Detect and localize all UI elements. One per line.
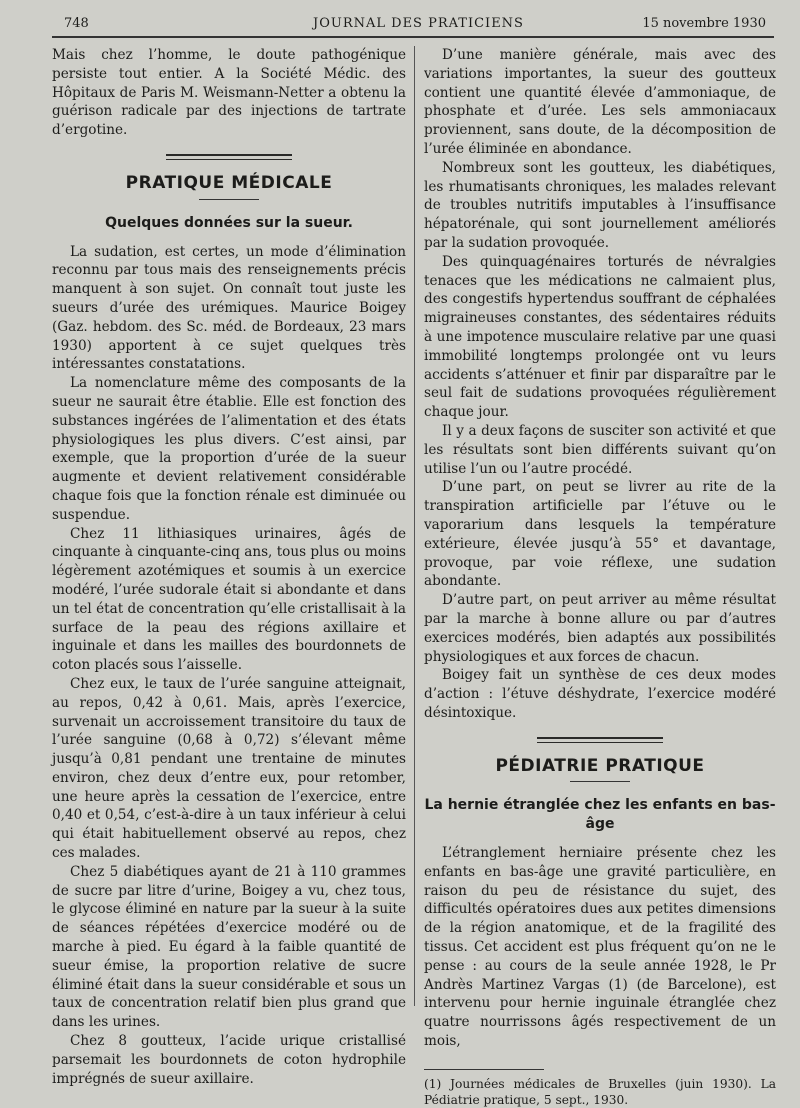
page-number: 748 — [64, 16, 89, 31]
paragraph: Il y a deux façons de susciter son activité et que les résultats sont bien différents suivant qu’on utilise l’un ou l’autre procédé. — [424, 422, 776, 477]
paragraph: D’une part, on peut se livrer au rite de la transpiration artificielle par l’étuve ou le vaporarium dans lesquels la température extérieure, élevée jusqu’à 55° et davantage, provoque, par voie réflexe, une sudation abondante. — [424, 479, 776, 590]
page-header — [48, 14, 778, 34]
title-underline — [570, 781, 630, 782]
paragraph: La sudation, est certes, un mode d’élimination reconnu par tous mais des renseignements précis manquent à son sujet. On connaît tout juste les sueurs d’urée des urémiques. Maurice Boigey (Gaz. hebdom. des Sc. méd. de Bordeaux, 23 mars 1930) apportent à ce sujet quelques très intéressantes constatations. — [52, 243, 406, 373]
footnote-rule — [424, 1069, 544, 1070]
paragraph: Chez 8 goutteux, l’acide urique cristallisé parsemait les bourdonnets de coton hydrophile imprégnés de sueur axillaire. — [52, 1033, 406, 1087]
paragraph: Boigey fait un synthèse de ces deux modes d’action : l’étuve déshydrate, l’exercice modéré désintoxique. — [424, 667, 776, 721]
issue-date: 15 novembre 1930 — [642, 16, 766, 31]
paragraph: Des quinquagénaires torturés de névralgies tenaces que les médications ne calmaient plus, des congestifs hypertendus souffrant de céphalées migraineuses constantes, des sédentaires réduits à une impotence musculaire relative par une quasi immobilité longtemps prolongée ont vu leurs accidents s’atténuer et finir par disparaître par le seul fait de sudations provoquées régulièrement chaque jour. — [424, 253, 776, 421]
paragraph: Chez 5 diabétiques ayant de 21 à 110 grammes de sucre par litre d’urine, Boigey a vu, chez tous, le glycose éliminé en nature par la sueur à la suite de séances répétées d’exercice modéré ou de marche à pied. Eu égard à la faible quantité de sueur émise, la proportion relative de sucre éliminé était dans la sueur considérable et sous un taux de concentration relatif bien plus grand que dans les urines. — [52, 863, 406, 1031]
paragraph: L’étranglement herniaire présente chez les enfants en bas-âge une gravité particulière, en raison du peu de résistance du sujet, des difficultés opératoires dues aux petites dimensions de la région anatomique, et de la fragilité des tissus. Cet accident est plus fréquent qu’on ne le pense : au cours de la seule année 1928, le Pr Andrès Martinez Vargas (1) (de Barcelone), est intervenu pour hernie inguinale étranglée chez quatre nourrissons âgés respectivement de un mois, — [424, 845, 776, 1050]
paragraph: D’une manière générale, mais avec des variations importantes, la sueur des goutteux contient une quantité élevée d’ammoniaque, de phosphate et d’urée. Les sels ammoniacaux proviennent, sans doute, de la décomposition de l’urée éliminée en abondance. — [424, 47, 776, 157]
paragraph: Chez 11 lithiasiques urinaires, âgés de cinquante à cinquante-cinq ans, tous plus ou moins légèrement azotémiques et soumis à un exercice modéré, l’urée sudorale était si abondante et dans un tel état de concentration qu’elle cristallisait à la surface de la peau des régions axillaire et inguinale et dans les mailles des bourdonnets de coton placés sous l’aisselle. — [52, 525, 406, 674]
left-column — [52, 46, 406, 1088]
paragraph: Chez eux, le taux de l’urée sanguine atteignait, au repos, 0,42 à 0,61. Mais, après l’exercice, survenait un accroissement transitoire du taux de l’urée sanguine (0,68 à 0,72) s’élevant même jusqu’à 0,81 pendant une trentaine de minutes environ, chez deux d’entre eux, pour retomber, une heure après la cessation de l’exercice, entre 0,40 et 0,54, c’est-à-dire à un taux inférieur à celui qui était habituellement observé au repos, chez ces malades. — [52, 675, 406, 862]
right-column — [424, 46, 776, 1108]
paragraph: Nombreux sont les goutteux, les diabétiques, les rhumatisants chroniques, les malades relevant de troubles nutritifs imputables à l’insuffisance hépatorénale, qui sont journellement améliorés par la sudation provoquée. — [424, 159, 776, 251]
footnote: (1) Journées médicales de Bruxelles (juin 1930). La Pédiatrie pratique, 5 sept., 1930. — [424, 1076, 776, 1107]
paragraph: D’autre part, on peut arriver au même résultat par la marche à bonne allure ou par d’autres exercices modérés, bien adaptés aux possibilités physiologiques et aux forces de chacun. — [424, 592, 776, 665]
header-rule — [52, 36, 774, 38]
article-subtitle: Quelques données sur la sueur. — [105, 214, 353, 231]
section-title-pratique-medicale: PRATIQUE MÉDICALE — [125, 172, 333, 193]
column-divider — [414, 46, 415, 1006]
decorative-rule — [166, 154, 292, 160]
section-title-pediatrie-pratique: PÉDIATRIE PRATIQUE — [495, 755, 705, 776]
paragraph: La nomenclature même des composants de la sueur ne saurait être établie. Elle est fonction des substances ingérées de l’alimentation et des états physiologiques les plus divers. C’est ainsi, par exemple, que la proportion d’urée de la sueur augmente et devient relativement considérable chaque fois que la fonction rénale est diminuée ou suspendue. — [52, 375, 406, 523]
title-underline — [199, 199, 259, 200]
article-subtitle: La hernie étranglée chez les enfants en bas-âge — [424, 797, 776, 833]
decorative-rule — [537, 737, 663, 743]
intro-paragraph: Mais chez l’homme, le doute pathogénique persiste tout entier. A la Société Médic. des Hôpitaux de Paris M. Weismann-Netter a obtenu la guérison radicale par des injections de tartrate d’ergotine. — [52, 47, 406, 139]
journal-title: JOURNAL DES PRATICIENS — [313, 16, 524, 31]
